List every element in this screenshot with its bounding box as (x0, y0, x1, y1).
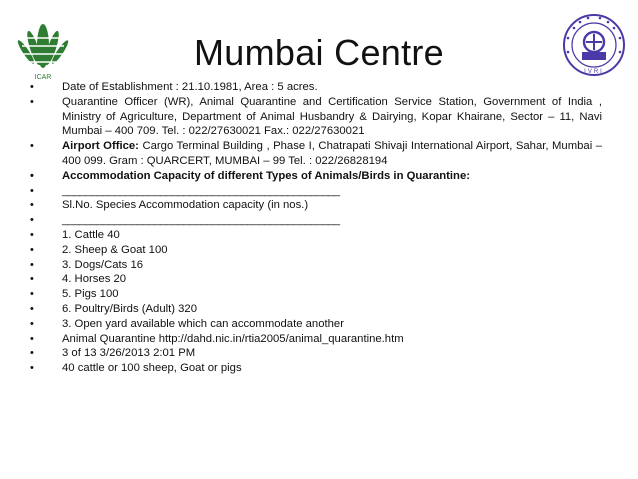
capacity-row: 6. Poultry/Birds (Adult) 320 (62, 302, 197, 315)
table-header: Sl.No. Species Accommodation capacity (in nos.) (62, 199, 309, 212)
slide-title: Mumbai Centre (194, 32, 444, 73)
list-item (28, 361, 602, 376)
list-item (28, 332, 602, 347)
list-item (28, 258, 602, 273)
ivri-logo-caption: IVRI (584, 69, 604, 75)
list-item (28, 302, 602, 317)
list-item (28, 80, 602, 95)
list-item (28, 169, 602, 184)
summary-text: 40 cattle or 100 sheep, Goat or pigs (62, 362, 242, 375)
establishment-text: Date of Establishment : 21.10.1981, Area : 5 acres. (62, 81, 318, 93)
capacity-heading: Accommodation Capacity of different Types of Animals/Birds in Quarantine: (62, 169, 471, 182)
list-item (28, 213, 602, 228)
capacity-row: 3. Dogs/Cats 16 (62, 258, 144, 271)
officer-text: Quarantine Officer (WR), Animal Quarantine and Certification Service Station, Government of India , Ministry of Agriculture, Department of Animal Husbandry & Dairying, Kopar Khairane, Sector – 11, Navi Mumbai – 400 709. Tel. : 022/27630021 Fax.: 022/27630021 (62, 95, 602, 138)
list-item (28, 139, 602, 169)
list-item (28, 198, 602, 213)
list-item (28, 346, 602, 361)
list-item (28, 228, 602, 243)
airport-text: Cargo Terminal Building , Phase I, Chatrapati Shivaji International Airport, Sahar, Mumbai – 400 099. Gram : QUARCERT, MUMBAI – 99 Tel. : 022/26828194 (62, 140, 602, 167)
list-item (28, 184, 602, 199)
list-item (28, 317, 602, 332)
capacity-row: 4. Horses 20 (62, 273, 127, 286)
capacity-row: 5. Pigs 100 (62, 288, 119, 301)
divider-rule: ________________________________________________ (62, 184, 340, 197)
capacity-row: 1. Cattle 40 (62, 228, 120, 241)
list-item (28, 272, 602, 287)
icar-logo-caption: ICAR (34, 74, 52, 81)
bullet-list (28, 80, 602, 376)
divider-rule: ________________________________________________ (62, 214, 340, 227)
source-text: Animal Quarantine http://dahd.nic.in/rtia2005/animal_quarantine.htm (62, 332, 404, 345)
capacity-row: 2. Sheep & Goat 100 (62, 243, 168, 256)
list-item (28, 95, 602, 139)
open-yard-text: 3. Open yard available which can accommodate another (62, 317, 344, 330)
list-item (28, 243, 602, 258)
airport-label: Airport Office: (62, 140, 139, 153)
page-info-text: 3 of 13 3/26/2013 2:01 PM (62, 347, 196, 360)
list-item (28, 287, 602, 302)
